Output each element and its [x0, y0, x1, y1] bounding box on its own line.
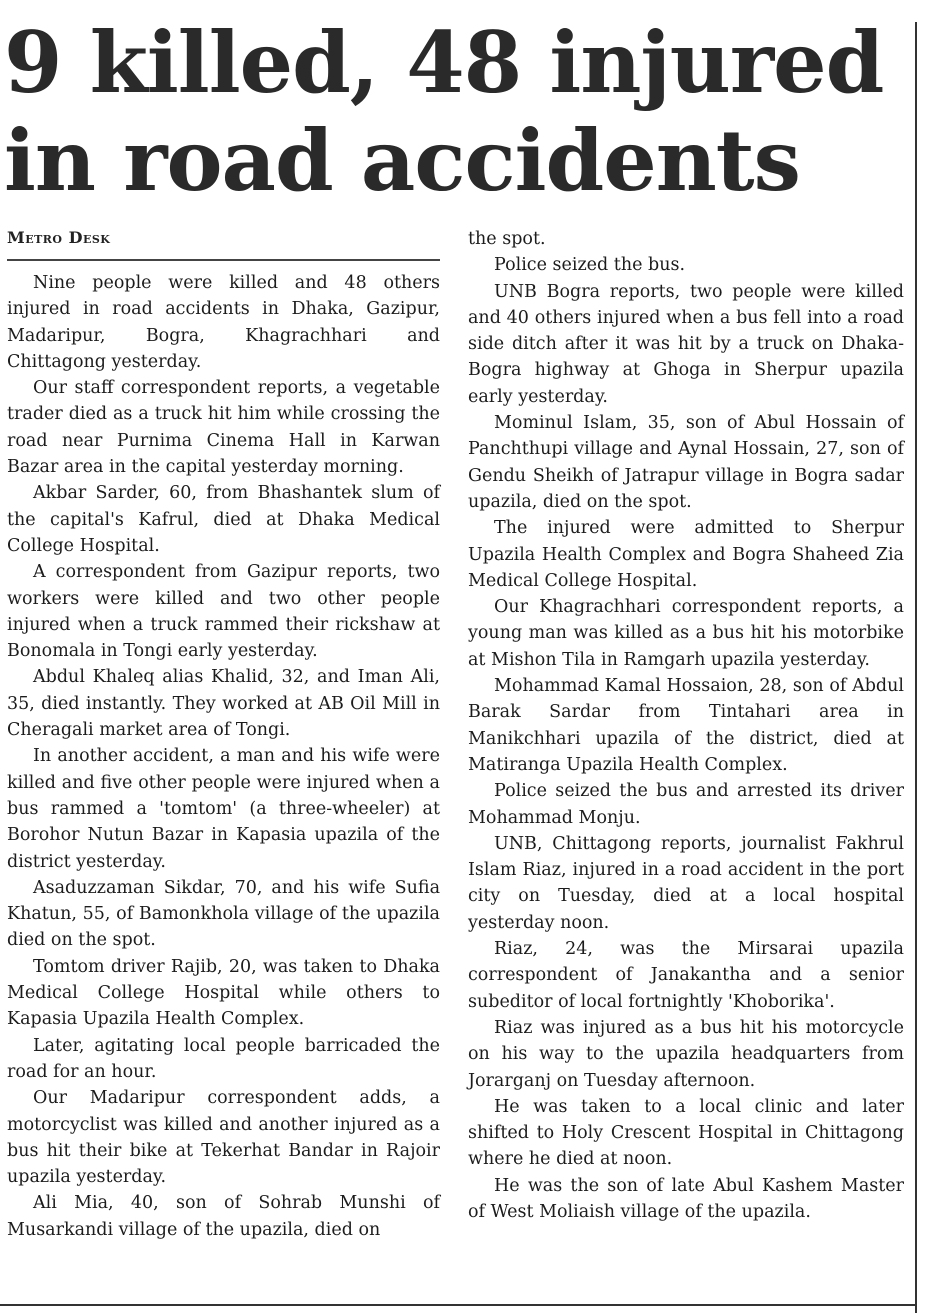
paragraph: He was the son of late Abul Kashem Master of West Moliaish village of the upazila. [468, 1175, 904, 1222]
paragraph-continuation: the spot. [468, 229, 546, 249]
byline: Metro Desk [7, 228, 111, 247]
page-rule-bottom [0, 1304, 915, 1306]
paragraph: Asaduzzaman Sikdar, 70, and his wife Sufia Khatun, 55, of Bamonkhola village of the upazila died on the spot. [7, 877, 440, 951]
byline-divider [7, 259, 440, 261]
column-rule-right [915, 22, 917, 1313]
paragraph: Our staff correspondent reports, a vegetable trader died as a truck hit him while crossing the road near Purnima Cinema Hall in Karwan Bazar area in the capital yesterday morning. [7, 378, 440, 478]
paragraph: Nine people were killed and 48 others injured in road accidents in Dhaka, Gazipur, Madaripur, Bogra, Khagrachhari and Chittagong yesterday. [7, 273, 440, 372]
paragraph: UNB Bogra reports, two people were killed and 40 others injured when a bus fell into a road side ditch after it was hit by a truck on Dhaka-Bogra highway at Ghoga in Sherpur upazila early yesterday. [468, 281, 904, 407]
paragraph: Our Madaripur correspondent adds, a motorcyclist was killed and another injured as a bus hit their bike at Tekerhat Bandar in Rajoir upazila yesterday. [7, 1088, 440, 1188]
paragraph: Later, agitating local people barricaded the road for an hour. [7, 1035, 440, 1082]
paragraph: Riaz, 24, was the Mirsarai upazila correspondent of Janakantha and a senior subeditor of local fortnightly 'Khoborika'. [468, 939, 904, 1012]
headline-line-1: 9 killed, 48 injured [4, 13, 884, 112]
paragraph: Ali Mia, 40, son of Sohrab Munshi of Musarkandi village of the upazila, died on [7, 1193, 440, 1240]
paragraph: In another accident, a man and his wife were killed and five other people were injured when a bus rammed a 'tomtom' (a three-wheeler) at Borohor Nutun Bazar in Kapasia upazila of the district yesterday. [7, 746, 440, 872]
paragraph: The injured were admitted to Sherpur Upazila Health Complex and Bogra Shaheed Zia Medical College Hospital. [468, 518, 904, 591]
paragraph: Police seized the bus. [494, 255, 686, 276]
paragraph: Abdul Khaleq alias Khalid, 32, and Iman Ali, 35, died instantly. They worked at AB Oil Mill in Cheragali market area of Tongi. [7, 667, 440, 741]
paragraph: A correspondent from Gazipur reports, two workers were killed and two other people injured when a truck rammed their rickshaw at Bonomala in Tongi early yesterday. [7, 562, 440, 662]
article-column-left [7, 270, 440, 1243]
paragraph: Tomtom driver Rajib, 20, was taken to Dhaka Medical College Hospital while others to Kapasia Upazila Health Complex. [7, 956, 440, 1030]
paragraph: Mominul Islam, 35, son of Abul Hossain of Panchthupi village and Aynal Hossain, 27, son of Gendu Sheikh of Jatrapur village in Bogra sadar upazila, died on the spot. [468, 413, 904, 512]
paragraph: He was taken to a local clinic and later shifted to Holy Crescent Hospital in Chittagong where he died at noon. [468, 1096, 904, 1170]
headline-line-2: in road accidents [4, 111, 800, 210]
paragraph: Our Khagrachhari correspondent reports, a young man was killed as a bus hit his motorbike at Mishon Tila in Ramgarh upazila yesterday. [468, 597, 904, 670]
paragraph: UNB, Chittagong reports, journalist Fakhrul Islam Riaz, injured in a road accident in the port city on Tuesday, died at a local hospital yesterday noon. [468, 833, 904, 933]
paragraph: Riaz was injured as a bus hit his motorcycle on his way to the upazila headquarters from Jorarganj on Tuesday afternoon. [468, 1017, 904, 1091]
article-column-right [468, 226, 904, 1225]
headline [4, 14, 904, 210]
paragraph: Police seized the bus and arrested its driver Mohammad Monju. [468, 781, 904, 828]
paragraph: Mohammad Kamal Hossaion, 28, son of Abdul Barak Sardar from Tintahari area in Manikchhari upazila of the district, died at Matiranga Upazila Health Complex. [468, 676, 904, 775]
paragraph: Akbar Sarder, 60, from Bhashantek slum of the capital's Kafrul, died at Dhaka Medical College Hospital. [7, 483, 440, 556]
